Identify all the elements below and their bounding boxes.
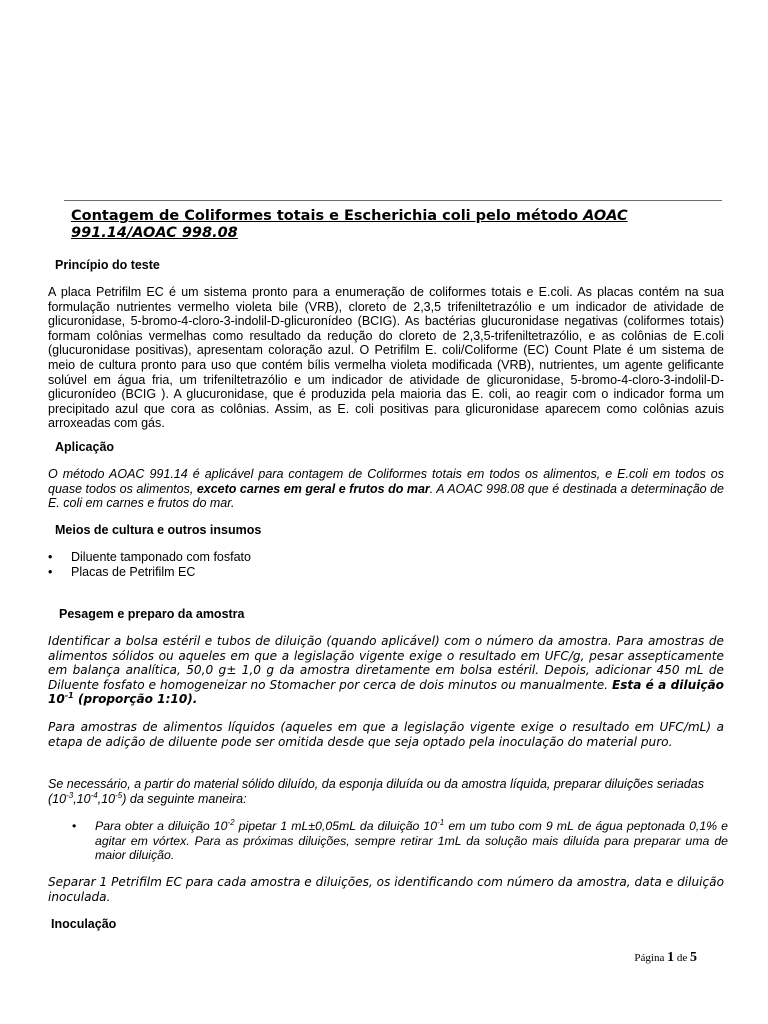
exponent: -3 xyxy=(66,790,74,800)
dilution-bullet xyxy=(72,819,728,863)
title-method-codes: AOAC 991.14/AOAC 998.08 xyxy=(71,208,628,241)
list-item-label: Placas de Petrifilm EC xyxy=(71,565,196,579)
dilution-exponent: -1 xyxy=(64,690,74,700)
bullet-text: em um tubo com 9 mL de água peptonada 0,1% e agitar em vórtex. Para as próximas diluições, sempre retirar 1mL da solução mais diluída para preparar uma de maior diluição. xyxy=(95,819,729,862)
heading-principio: Princípio do teste xyxy=(55,258,160,272)
exponent: -2 xyxy=(227,817,235,827)
paragraph-pesagem-2: Para amostras de alimentos líquidos (aqueles em que a legislação vigente exige o resultado em UFC/mL) a etapa de adição de diluente pode ser omitida desde que seja optado pela inoculação do material puro. xyxy=(48,720,724,749)
dilution-note-text: Esta é a diluição 10 xyxy=(48,677,724,706)
dilutions-text: Se necessário, a partir do material sólido diluído, da esponja diluída ou da amostra líquida, preparar diluições seriadas (10 xyxy=(48,777,704,806)
pesagem-text: Identificar a bolsa estéril e tubos de diluição (quando aplicável) com o número da amostra. Para amostras de alimentos sólidos ou aqueles em que a legislação vigente exige o resultado em UFC/g, pesar assepticamente em balança analítica, 50,0 g± 1,0 g da amostra diretamente em bolsa estéril. Depois, adicionar 450 mL de Diluente fosfato e homogeneizar no Stomacher por cerca de dois minutos ou manualmente. xyxy=(48,634,724,692)
dilutions-text-end: ) da seguinte maneira: xyxy=(122,791,247,806)
heading-pesagem: Pesagem e preparo da amostra xyxy=(59,607,245,621)
bullet-icon: • xyxy=(48,550,53,564)
exponent: -4 xyxy=(90,790,98,800)
list-item xyxy=(48,565,251,580)
total-pages: 5 xyxy=(690,950,697,965)
aplicacao-exception: exceto carnes em geral e frutos do mar xyxy=(196,481,430,496)
current-page: 1 xyxy=(667,950,675,965)
bullet-text: Para obter a diluição 10 xyxy=(95,819,228,833)
heading-inoculacao: Inoculação xyxy=(51,917,117,931)
dilution-bullet-text xyxy=(95,819,728,863)
paragraph-aplicacao xyxy=(48,467,724,511)
bullet-icon: • xyxy=(48,565,53,579)
aplicacao-text-end: . A AOAC 998.08 que é destinada a determinação de E. coli em carnes e frutos do mar. xyxy=(48,481,725,511)
paragraph-principio: A placa Petrifilm EC é um sistema pronto para a enumeração de coliformes totais e E.coli. As placas contém na sua formulação nutrientes vermelho violeta bile (VRB), cloreto de 2,3,5 trifeniltetrazólio e um indicador de atividade de glicuronidase, 5-bromo-4-cloro-3-indolil-D-glicuronídeo (BCIG). As bactérias glucuronidase negativas (coliformes totais) formam colônias vermelhas como resultado da redução do cloreto de 2,3,5-trifeniltetrazólio, e as colônias de E.coli (glucuronidase positivas), apresentam coloração azul. O Petrifilm E. coli/Coliforme (EC) Count Plate é um sistema de meio de cultura pronto para uso que contém bílis vermelha violeta modificada (VRB), nutrientes, um agente gelificante solúvel em água fria, um trifeniltetrazólio e um indicador de atividade de glicuronidase, 5-bromo-4-cloro-3-indolil-D-glicuronídeo (BCIG ). A glucuronidase, que é produzida pela maioria das E. coli, ao reagir com o indicador forma um precipitado azul que cora as colônias. Assim, as E. coli positivas para glicuronidase aparecem como colônias azuis arroxeadas com gás. xyxy=(48,285,724,431)
paragraph-pesagem-3 xyxy=(48,777,724,806)
bullet-text: pipetar 1 mL±0,05mL da diluição 10 xyxy=(234,819,438,833)
heading-meios: Meios de cultura e outros insumos xyxy=(55,523,262,537)
exponent: -5 xyxy=(115,790,123,800)
header-rule xyxy=(64,200,722,201)
page-label: Página xyxy=(634,952,665,964)
heading-aplicacao: Aplicação xyxy=(55,440,115,454)
exponent: -1 xyxy=(437,817,445,827)
aplicacao-text: O método AOAC 991.14 é aplicável para contagem de Coliformes totais em todos os alimentos, e E.coli em todos os quase todos os alimentos, xyxy=(48,467,724,496)
title-main: Contagem de Coliformes totais e Escherichia coli pelo método xyxy=(71,208,584,224)
paragraph-pesagem-1 xyxy=(48,634,724,707)
dilutions-text: ,10 xyxy=(73,791,91,806)
page-of: de xyxy=(676,952,688,964)
bullet-icon: • xyxy=(72,819,77,833)
meios-list xyxy=(48,550,251,580)
list-item-label: Diluente tamponado com fosfato xyxy=(71,550,251,564)
paragraph-pesagem-4: Separar 1 Petrifilm EC para cada amostra e diluições, os identificando com número da amostra, data e diluição inoculada. xyxy=(48,875,724,904)
dilution-note-end: (proporção 1:10). xyxy=(73,692,198,706)
document-title xyxy=(71,208,711,242)
list-item xyxy=(48,550,251,565)
page-number xyxy=(634,950,697,966)
dilutions-text: ,10 xyxy=(97,791,116,806)
